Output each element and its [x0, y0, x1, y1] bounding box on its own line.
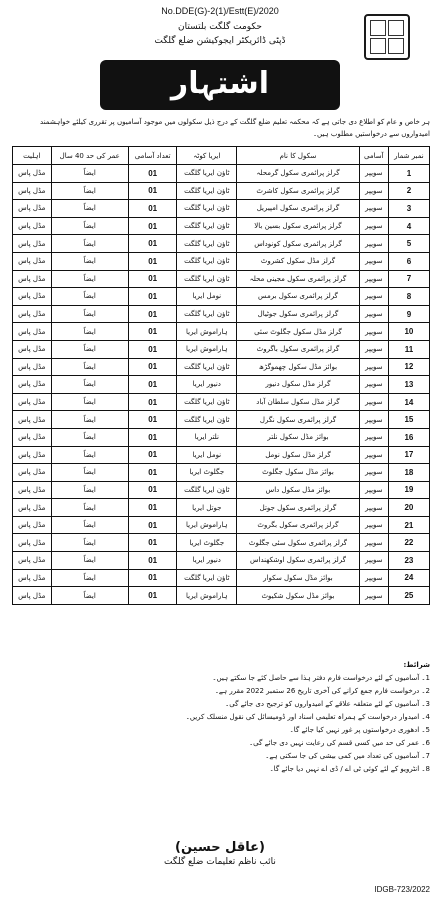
table-cell: ایضاً — [51, 288, 128, 306]
table-cell: ایضاً — [51, 481, 128, 499]
table-cell: 01 — [128, 516, 177, 534]
table-row — [13, 200, 430, 218]
table-cell: 01 — [128, 358, 177, 376]
table-cell: مڈل پاس — [13, 358, 52, 376]
table-cell: مڈل پاس — [13, 411, 52, 429]
table-cell: 01 — [128, 534, 177, 552]
table-row — [13, 428, 430, 446]
table-cell: ایضاً — [51, 200, 128, 218]
terms-heading: شرائط: — [403, 661, 430, 669]
signatory-name: (عاقل حسین) — [175, 840, 265, 855]
table-cell: 6 — [388, 252, 429, 270]
table-cell: 01 — [128, 340, 177, 358]
table-cell: سویپر — [359, 569, 388, 587]
table-cell: ایضاً — [51, 235, 128, 253]
terms-item: 7۔ آسامیوں کی تعداد میں کمی بیشی کی جا سکتی ہے۔ — [265, 752, 430, 760]
table-cell: سویپر — [359, 182, 388, 200]
table-cell: بوائز مڈل سکول جگلوٹ — [237, 464, 360, 482]
table-row — [13, 569, 430, 587]
table-cell: 01 — [128, 270, 177, 288]
government-emblem-icon — [364, 14, 410, 60]
table-cell: ایضاً — [51, 569, 128, 587]
column-header: عمر کی حد 40 سال — [51, 147, 128, 165]
table-cell: مڈل پاس — [13, 516, 52, 534]
table-row — [13, 323, 430, 341]
table-cell: مڈل پاس — [13, 569, 52, 587]
table-cell: مڈل پاس — [13, 499, 52, 517]
table-cell: بوائز مڈل سکول داس — [237, 481, 360, 499]
table-cell: ٹاؤن ایریا گلگت — [177, 411, 237, 429]
table-cell: گرلز مڈل سکول نومل — [237, 446, 360, 464]
table-cell: 13 — [388, 376, 429, 394]
footer-code: IDGB-723/2022 — [374, 885, 430, 894]
table-cell: سویپر — [359, 217, 388, 235]
table-row — [13, 393, 430, 411]
table-cell: سویپر — [359, 235, 388, 253]
table-cell: مڈل پاس — [13, 481, 52, 499]
table-cell: ایضاً — [51, 534, 128, 552]
table-cell: 01 — [128, 393, 177, 411]
government-heading: حکومت گلگت بلتستان — [178, 22, 262, 32]
table-cell: ٹاؤن ایریا گلگت — [177, 182, 237, 200]
table-cell: سویپر — [359, 534, 388, 552]
table-cell: گرلز پرائمری سکول سئی جگلوٹ — [237, 534, 360, 552]
table-cell: گرلز پرائمری سکول بگروٹ — [237, 516, 360, 534]
column-header: اہلیت — [13, 147, 52, 165]
table-cell: مڈل پاس — [13, 393, 52, 411]
table-cell: سویپر — [359, 464, 388, 482]
terms-list — [12, 673, 430, 775]
table-cell: سویپر — [359, 516, 388, 534]
table-cell: سویپر — [359, 481, 388, 499]
table-cell: 01 — [128, 411, 177, 429]
signature-block — [0, 840, 440, 867]
table-row — [13, 587, 430, 605]
table-cell: 01 — [128, 165, 177, 183]
table-cell: ایضاً — [51, 393, 128, 411]
table-cell: ٹاؤن ایریا گلگت — [177, 305, 237, 323]
table-row — [13, 446, 430, 464]
table-cell: مڈل پاس — [13, 217, 52, 235]
table-cell: سویپر — [359, 393, 388, 411]
table-cell: سویپر — [359, 499, 388, 517]
table-cell: نومل ایریا — [177, 446, 237, 464]
table-cell: گرلز پرائمری سکول بسین بالا — [237, 217, 360, 235]
table-cell: 01 — [128, 288, 177, 306]
table-cell: 01 — [128, 305, 177, 323]
table-cell: گرلز پرائمری سکول نگرل — [237, 411, 360, 429]
table-cell: 19 — [388, 481, 429, 499]
terms-item: 3۔ آسامیوں کے لئے متعلقہ علاقے کے امیدواروں کو ترجیح دی جائے گی۔ — [225, 700, 430, 708]
table-row — [13, 358, 430, 376]
column-header: سکول کا نام — [237, 147, 360, 165]
table-cell: مڈل پاس — [13, 464, 52, 482]
table-cell: ایضاً — [51, 305, 128, 323]
terms-item: 6۔ عمر کی حد میں کسی قسم کی رعایت نہیں دی جائے گی۔ — [249, 739, 430, 747]
table-row — [13, 252, 430, 270]
table-cell: سویپر — [359, 552, 388, 570]
table-cell: 01 — [128, 552, 177, 570]
table-cell: گرلز پرائمری سکول جوتل — [237, 499, 360, 517]
table-cell: ایضاً — [51, 446, 128, 464]
table-cell: 01 — [128, 217, 177, 235]
table-row — [13, 217, 430, 235]
table-cell: سویپر — [359, 358, 388, 376]
table-cell: ایضاً — [51, 252, 128, 270]
table-row — [13, 411, 430, 429]
table-cell: 12 — [388, 358, 429, 376]
table-cell: بوائز مڈل سکول شکیوٹ — [237, 587, 360, 605]
table-cell: گرلز مڈل سکول کشروٹ — [237, 252, 360, 270]
table-cell: 18 — [388, 464, 429, 482]
table-cell: 01 — [128, 481, 177, 499]
table-cell: ٹاؤن ایریا گلگت — [177, 165, 237, 183]
table-cell: مڈل پاس — [13, 288, 52, 306]
table-cell: ایضاً — [51, 428, 128, 446]
table-header-row — [13, 147, 430, 165]
table-cell: ایضاً — [51, 464, 128, 482]
table-cell: 01 — [128, 428, 177, 446]
table-cell: 01 — [128, 182, 177, 200]
table-cell: سویپر — [359, 428, 388, 446]
table-cell: 20 — [388, 499, 429, 517]
table-cell: 01 — [128, 252, 177, 270]
table-cell: ایضاً — [51, 182, 128, 200]
table-cell: 01 — [128, 499, 177, 517]
table-row — [13, 552, 430, 570]
terms-section — [12, 660, 430, 777]
table-cell: ہاراموش ایریا — [177, 323, 237, 341]
table-row — [13, 464, 430, 482]
table-cell: سویپر — [359, 340, 388, 358]
table-cell: ہاراموش ایریا — [177, 340, 237, 358]
table-cell: مڈل پاس — [13, 323, 52, 341]
table-row — [13, 499, 430, 517]
table-cell: 23 — [388, 552, 429, 570]
table-cell: ایضاً — [51, 270, 128, 288]
table-cell: سویپر — [359, 376, 388, 394]
table-cell: ایضاً — [51, 165, 128, 183]
column-header: تعداد آسامی — [128, 147, 177, 165]
table-cell: ایضاً — [51, 499, 128, 517]
table-cell: گرلز مڈل سکول سلطان آباد — [237, 393, 360, 411]
table-cell: گرلز پرائمری سکول برمس — [237, 288, 360, 306]
department-heading: ڈپٹی ڈائریکٹر ایجوکیشن ضلع گلگت — [154, 36, 286, 46]
table-cell: جگلوٹ ایریا — [177, 534, 237, 552]
table-cell: 1 — [388, 165, 429, 183]
table-cell: ٹاؤن ایریا گلگت — [177, 235, 237, 253]
table-cell: گرلز پرائمری سکول کونوداس — [237, 235, 360, 253]
table-cell: ایضاً — [51, 552, 128, 570]
table-cell: 17 — [388, 446, 429, 464]
table-cell: دنیور ایریا — [177, 552, 237, 570]
table-row — [13, 376, 430, 394]
table-cell: 8 — [388, 288, 429, 306]
table-cell: مڈل پاس — [13, 587, 52, 605]
table-cell: مڈل پاس — [13, 270, 52, 288]
table-row — [13, 340, 430, 358]
table-cell: 24 — [388, 569, 429, 587]
table-cell: گرلز پرائمری سکول اوشکھنداس — [237, 552, 360, 570]
terms-item: 4۔ امیدوار درخواست کے ہمراہ تعلیمی اسناد اور ڈومیسائل کی نقول منسلک کریں۔ — [185, 713, 430, 721]
table-cell: ایضاً — [51, 516, 128, 534]
table-cell: گرلز پرائمری سکول باگروٹ — [237, 340, 360, 358]
table-cell: 15 — [388, 411, 429, 429]
table-cell: ایضاً — [51, 358, 128, 376]
table-cell: سویپر — [359, 587, 388, 605]
table-cell: جوتل ایریا — [177, 499, 237, 517]
reference-number: No.DDE(G)-2(1)/Estt(E)/2020 — [161, 6, 279, 16]
table-cell: 01 — [128, 376, 177, 394]
intro-paragraph: ہر خاص و عام کو اطلاع دی جاتی ہے کہ محکمہ تعلیم ضلع گلگت کے درج ذیل سکولوں میں موجود آسامیوں پر تقرری کیلئے خواہشمند امیدواروں سے درخواستیں مطلوب ہیں۔ — [40, 118, 430, 138]
table-cell: 2 — [388, 182, 429, 200]
table-cell: ہاراموش ایریا — [177, 587, 237, 605]
table-cell: 5 — [388, 235, 429, 253]
table-cell: 14 — [388, 393, 429, 411]
table-cell: ایضاً — [51, 217, 128, 235]
table-cell: گرلز پرائمری سکول گرمحلہ — [237, 165, 360, 183]
table-cell: 01 — [128, 587, 177, 605]
table-cell: 01 — [128, 200, 177, 218]
table-row — [13, 270, 430, 288]
table-cell: گرلز پرائمری سکول امپیریل — [237, 200, 360, 218]
table-cell: سویپر — [359, 252, 388, 270]
table-cell: سویپر — [359, 200, 388, 218]
table-cell: 22 — [388, 534, 429, 552]
table-cell: گرلز پرائمری سکول جوٹیال — [237, 305, 360, 323]
table-cell: سویپر — [359, 446, 388, 464]
table-cell: 16 — [388, 428, 429, 446]
vacancy-table — [12, 146, 430, 605]
table-cell: گرلز مڈل سکول دنیور — [237, 376, 360, 394]
table-cell: بوائز مڈل سکول سکوار — [237, 569, 360, 587]
table-cell: گرلز پرائمری سکول مجینی محلہ — [237, 270, 360, 288]
table-cell: نومل ایریا — [177, 288, 237, 306]
table-cell: 01 — [128, 446, 177, 464]
table-cell: مڈل پاس — [13, 340, 52, 358]
table-row — [13, 288, 430, 306]
table-cell: گرلز پرائمری سکول کاشرٹ — [237, 182, 360, 200]
table-cell: ایضاً — [51, 411, 128, 429]
table-cell: 3 — [388, 200, 429, 218]
table-cell: ٹاؤن ایریا گلگت — [177, 393, 237, 411]
table-cell: مڈل پاس — [13, 200, 52, 218]
table-row — [13, 516, 430, 534]
terms-item: 8۔ انٹرویو کے لئے کوئی ٹی اے / ڈی اے نہیں دیا جائے گا۔ — [269, 765, 430, 773]
signatory-designation: نائب ناظم تعلیمات ضلع گلگت — [164, 857, 276, 867]
table-cell: مڈل پاس — [13, 305, 52, 323]
table-cell: 4 — [388, 217, 429, 235]
table-cell: ٹاؤن ایریا گلگت — [177, 200, 237, 218]
table-cell: سویپر — [359, 270, 388, 288]
table-cell: مڈل پاس — [13, 428, 52, 446]
table-cell: جگلوٹ ایریا — [177, 464, 237, 482]
terms-item: 5۔ ادھوری درخواستوں پر غور نہیں کیا جائے گا۔ — [289, 726, 430, 734]
table-cell: 9 — [388, 305, 429, 323]
table-row — [13, 182, 430, 200]
column-header: ایریا کوٹہ — [177, 147, 237, 165]
table-cell: 01 — [128, 235, 177, 253]
table-cell: مڈل پاس — [13, 552, 52, 570]
table-cell: مڈل پاس — [13, 534, 52, 552]
table-cell: ایضاً — [51, 323, 128, 341]
table-cell: 01 — [128, 464, 177, 482]
table-row — [13, 305, 430, 323]
table-cell: 01 — [128, 323, 177, 341]
table-row — [13, 235, 430, 253]
table-cell: ایضاً — [51, 587, 128, 605]
table-cell: ٹاؤن ایریا گلگت — [177, 270, 237, 288]
table-cell: سویپر — [359, 288, 388, 306]
table-row — [13, 481, 430, 499]
table-cell: ٹاؤن ایریا گلگت — [177, 252, 237, 270]
table-cell: مڈل پاس — [13, 376, 52, 394]
table-cell: 10 — [388, 323, 429, 341]
table-cell: 01 — [128, 569, 177, 587]
table-cell: 21 — [388, 516, 429, 534]
table-row — [13, 165, 430, 183]
table-cell: مڈل پاس — [13, 252, 52, 270]
advertisement-banner: اشتہار — [100, 60, 340, 110]
terms-item: 2۔ درخواست فارم جمع کرانے کی آخری تاریخ 26 ستمبر 2022 مقرر ہے۔ — [214, 687, 430, 695]
table-cell: 25 — [388, 587, 429, 605]
table-cell: سویپر — [359, 323, 388, 341]
column-header: آسامی — [359, 147, 388, 165]
table-cell: ایضاً — [51, 340, 128, 358]
table-cell: مڈل پاس — [13, 182, 52, 200]
table-cell: دنیور ایریا — [177, 376, 237, 394]
table-cell: مڈل پاس — [13, 235, 52, 253]
table-cell: سویپر — [359, 165, 388, 183]
table-cell: نلتر ایریا — [177, 428, 237, 446]
table-cell: سویپر — [359, 305, 388, 323]
table-row — [13, 534, 430, 552]
table-cell: ٹاؤن ایریا گلگت — [177, 569, 237, 587]
table-cell: سویپر — [359, 411, 388, 429]
table-cell: بوائز مڈل سکول چھموگڑھ — [237, 358, 360, 376]
column-header: نمبر شمار — [388, 147, 429, 165]
table-cell: ایضاً — [51, 376, 128, 394]
table-cell: 7 — [388, 270, 429, 288]
terms-item: 1۔ آسامیوں کے لئے درخواست فارم دفتر ہذا سے حاصل کئے جا سکتے ہیں۔ — [212, 674, 430, 682]
table-cell: مڈل پاس — [13, 165, 52, 183]
table-cell: ہاراموش ایریا — [177, 516, 237, 534]
table-cell: گرلز مڈل سکول جگلوٹ سئی — [237, 323, 360, 341]
table-cell: ٹاؤن ایریا گلگت — [177, 217, 237, 235]
table-cell: مڈل پاس — [13, 446, 52, 464]
table-cell: بوائز مڈل سکول نلتر — [237, 428, 360, 446]
table-cell: ٹاؤن ایریا گلگت — [177, 481, 237, 499]
table-cell: ٹاؤن ایریا گلگت — [177, 358, 237, 376]
table-cell: 11 — [388, 340, 429, 358]
